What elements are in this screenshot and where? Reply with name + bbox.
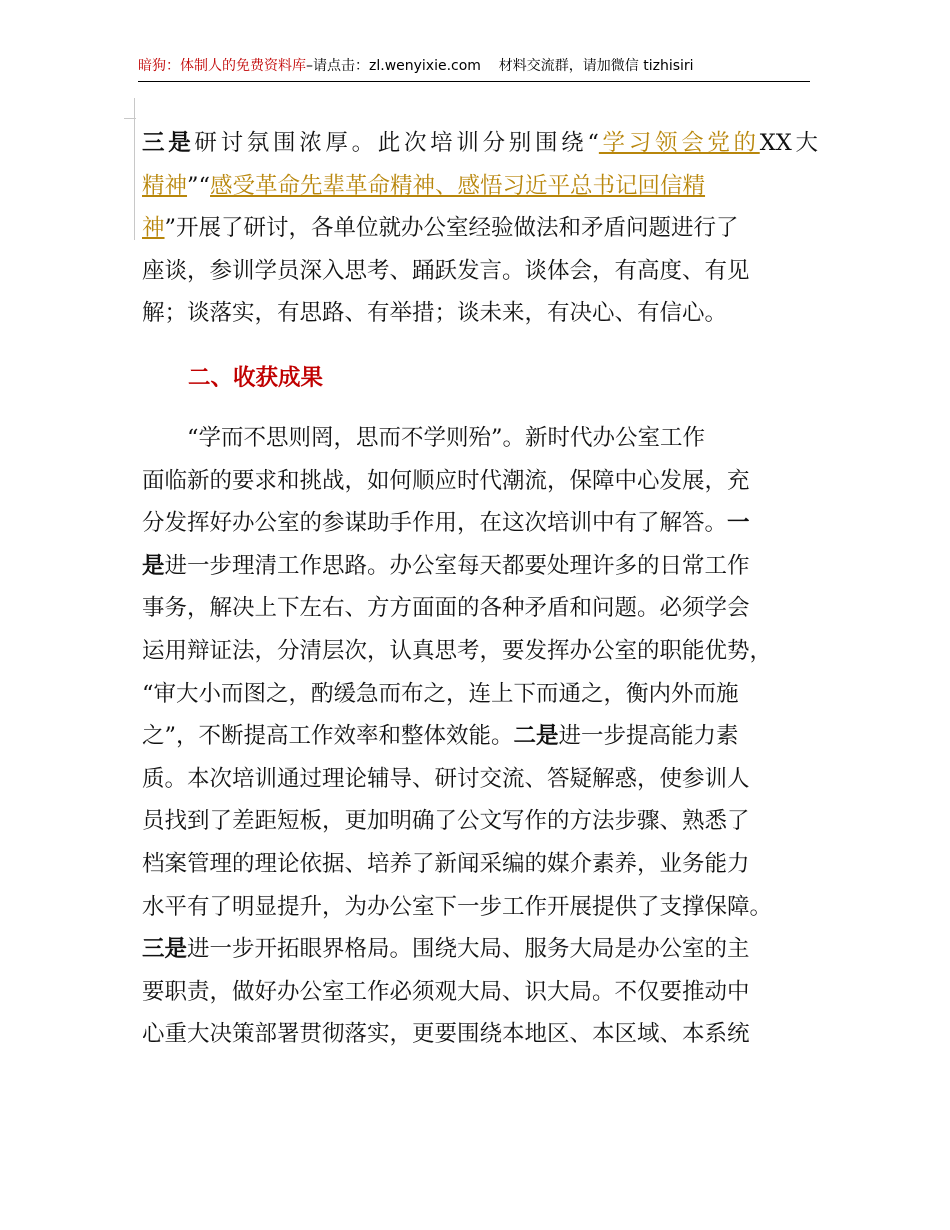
paragraph-discussion <box>142 122 818 335</box>
bold-lead: 三是 <box>142 130 195 156</box>
link-study-spirit[interactable]: 学习领会党的 <box>598 130 760 156</box>
text-span: 进一步提高能力素 <box>558 723 739 750</box>
text-span: 分发挥好办公室的参谋助手作用，在这次培训中有了解答。 <box>142 510 728 537</box>
text-line: 运用辩证法，分清层次，认真思考，要发挥办公室的职能优势， <box>142 637 773 664</box>
text-line: 档案管理的理论依据、培养了新闻采编的媒介素养，业务能力 <box>142 850 750 877</box>
bold-lead: 二是 <box>513 723 559 750</box>
text-span: 之”，不断提高工作效率和整体效能。 <box>142 723 514 750</box>
text-line: “审大小而图之，酌缓急而布之，连上下而通之，衡内外而施 <box>142 680 739 707</box>
text-line <box>142 545 818 588</box>
text-line: 座谈，参训学员深入思考、踊跃发言。谈体会，有高度、有见 <box>142 257 750 284</box>
text-line: 质。本次培训通过理论辅导、研讨交流、答疑解惑，使参训人 <box>142 765 750 792</box>
text-line <box>142 207 818 250</box>
text-line: 事务，解决上下左右、方方面面的各种矛盾和问题。必须学会 <box>142 595 750 622</box>
header-link[interactable]: –请点击：zl.wenyixie.com <box>306 58 481 74</box>
margin-mark <box>134 98 135 240</box>
link-spirit[interactable]: 精神 <box>142 172 188 199</box>
bold-lead: 是 <box>142 552 165 579</box>
text-line <box>142 122 818 165</box>
text-span: 进一步开拓眼界格局。围绕大局、服务大局是办公室的主 <box>187 936 750 963</box>
text-span: 研讨氛围浓厚。此次培训分别围绕“ <box>194 130 599 156</box>
text-line <box>142 502 818 545</box>
text-line: 水平有了明显提升，为办公室下一步工作开展提供了支撑保障。 <box>142 893 773 920</box>
text-line: 员找到了差距短板，更加明确了公文写作的方法步骤、熟悉了 <box>142 808 750 835</box>
page-header <box>138 55 810 81</box>
text-line: 要职责，做好办公室工作必须观大局、识大局。不仅要推动中 <box>142 978 750 1005</box>
section-heading: 二、收获成果 <box>188 365 324 391</box>
header-group-note: 材料交流群，请加微信 tizhisiri <box>498 58 694 74</box>
header-divider <box>138 81 810 82</box>
bold-lead: 三是 <box>142 936 188 963</box>
link-shen[interactable]: 神 <box>142 215 165 242</box>
text-line <box>142 715 818 758</box>
text-span: 进一步理清工作思路。办公室每天都要处理许多的日常工作 <box>164 552 750 579</box>
text-line <box>142 165 818 208</box>
text-line: 面临新的要求和挑战，如何顺应时代潮流，保障中心发展，充 <box>142 467 750 494</box>
text-line: “学而不思则罔，思而不学则殆”。新时代办公室工作 <box>187 425 706 451</box>
paragraph-achievements <box>142 417 818 1056</box>
text-span: XX大 <box>759 130 818 156</box>
link-revolution-spirit[interactable]: 感受革命先辈革命精神、感悟习近平总书记回信精 <box>210 172 706 199</box>
margin-tick <box>124 118 136 119</box>
text-line: 解；谈落实，有思路、有举措；谈未来，有决心、有信心。 <box>142 300 728 327</box>
text-span: ”“ <box>187 172 211 199</box>
header-title: 暗狗：体制人的免费资料库 <box>138 58 306 74</box>
text-line <box>142 928 818 971</box>
text-line: 心重大决策部署贯彻落实，更要围绕本地区、本区域、本系统 <box>142 1021 750 1048</box>
text-span: ”开展了研讨，各单位就办公室经验做法和矛盾问题进行了 <box>164 215 739 242</box>
bold-lead: 一 <box>727 510 750 537</box>
